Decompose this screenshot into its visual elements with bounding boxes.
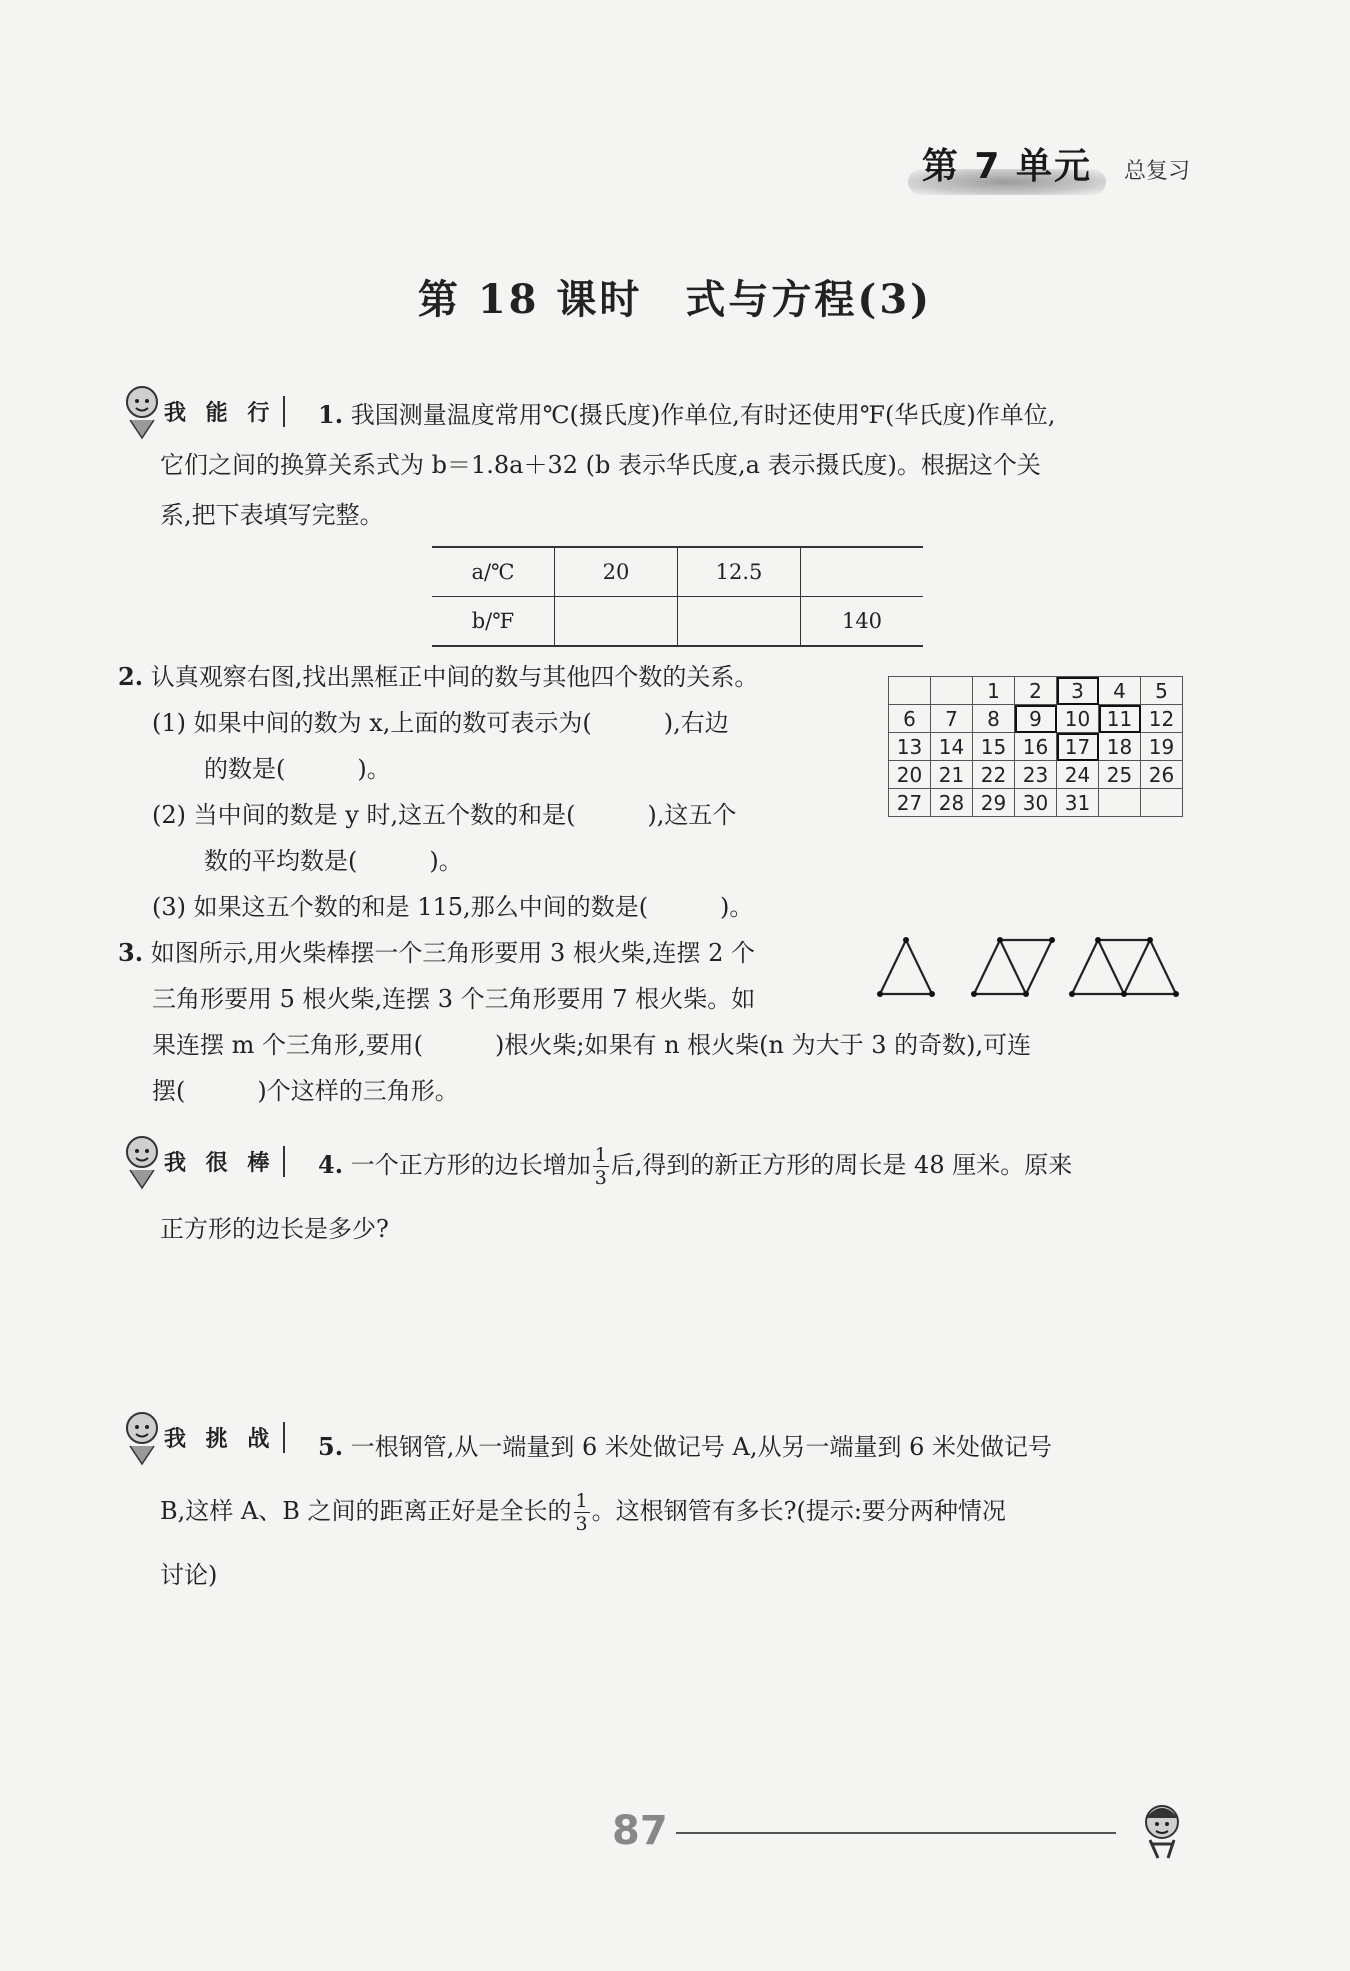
q2-number: 2.: [118, 662, 144, 691]
calendar-cell: 18: [1099, 733, 1141, 761]
table-cell: 12.5: [678, 547, 801, 597]
calendar-row: [889, 789, 1183, 817]
fraction: [593, 1144, 609, 1189]
calendar-cell: 29: [973, 789, 1015, 817]
calendar-cell: 10: [1057, 705, 1099, 733]
calendar-cell: 7: [931, 705, 973, 733]
q5-text-pre: B,这样 A、B 之间的距离正好是全长的: [160, 1497, 572, 1525]
q4-line2: 正方形的边长是多少?: [160, 1215, 389, 1243]
q2-part1b: 的数是( )。: [204, 755, 391, 783]
calendar-cell: 30: [1015, 789, 1057, 817]
answer-cell[interactable]: [678, 597, 801, 647]
mascot-icon: [118, 1408, 166, 1466]
q1-number: 1.: [318, 400, 344, 429]
page-number: 87: [612, 1808, 668, 1854]
q2-line1: [118, 654, 758, 700]
q5-text-post: 。这根钢管有多长?(提示:要分两种情况: [591, 1497, 1006, 1525]
answer-cell[interactable]: [555, 597, 678, 647]
calendar-cell: 21: [931, 761, 973, 789]
calendar-cell: 12: [1141, 705, 1183, 733]
calendar-cell: 19: [1141, 733, 1183, 761]
calendar-row: [889, 761, 1183, 789]
calendar-cell: 13: [889, 733, 931, 761]
calendar-cell: 20: [889, 761, 931, 789]
calendar-row: [889, 705, 1183, 733]
footer-mascot-icon: [1128, 1796, 1198, 1866]
calendar-cell-highlighted: 11: [1099, 705, 1141, 733]
calendar-cell-highlighted: 17: [1057, 733, 1099, 761]
calendar-row: [889, 677, 1183, 705]
calendar-cell: 26: [1141, 761, 1183, 789]
calendar-cell: 28: [931, 789, 973, 817]
q3-line3: 果连摆 m 个三角形,要用( )根火柴;如果有 n 根火柴(n 为大于 3 的奇数),可连: [152, 1031, 1032, 1059]
lesson-title: 第 18 课时 式与方程(3): [417, 276, 933, 323]
unit-subtitle: 总复习: [1123, 159, 1190, 184]
q2-text-1: 认真观察右图,找出黑框正中间的数与其他四个数的关系。: [150, 663, 759, 691]
calendar-cell: 25: [1099, 761, 1141, 789]
badge-label: 我 挑 战: [160, 1422, 285, 1453]
q2-part2a: (2) 当中间的数是 y 时,这五个数的和是( ),这五个: [152, 801, 737, 829]
q5-number: 5.: [318, 1432, 344, 1461]
calendar-cell: 24: [1057, 761, 1099, 789]
calendar-cell: 22: [973, 761, 1015, 789]
q3-number: 3.: [118, 938, 144, 967]
calendar-grid: [888, 676, 1183, 817]
fraction-numerator: 1: [575, 1490, 588, 1512]
calendar-cell: 2: [1015, 677, 1057, 705]
answer-cell[interactable]: [801, 547, 924, 597]
calendar-cell: [1141, 789, 1183, 817]
q4-text-post: 后,得到的新正方形的周长是 48 厘米。原来: [610, 1151, 1073, 1179]
q1-line2: 它们之间的换算关系式为 b＝1.8a＋32 (b 表示华氏度,a 表示摄氏度)。根据这个关: [160, 451, 1041, 479]
q1-text-1: 我国测量温度常用℃(摄氏度)作单位,有时还使用℉(华氏度)作单位,: [350, 401, 1056, 429]
q4-line1: [318, 1142, 1072, 1189]
q2-part3: (3) 如果这五个数的和是 115,那么中间的数是( )。: [152, 893, 754, 921]
table-row: [432, 547, 923, 597]
q3-line1: [118, 930, 755, 976]
calendar-cell: 23: [1015, 761, 1057, 789]
table-cell: a/℃: [432, 547, 555, 597]
footer-rule: [676, 1832, 1116, 1834]
matchstick-triangles-figure: [876, 934, 1196, 1004]
calendar-cell: 4: [1099, 677, 1141, 705]
table-cell: 20: [555, 547, 678, 597]
q5-line3: 讨论): [160, 1561, 218, 1589]
q2-part2b: 数的平均数是( )。: [204, 847, 463, 875]
calendar-cell: [1099, 789, 1141, 817]
q3-line2: 三角形要用 5 根火柴,连摆 3 个三角形要用 7 根火柴。如: [152, 985, 756, 1013]
fraction: [574, 1490, 590, 1535]
mascot-icon: [118, 382, 166, 440]
q4-text-pre: 一个正方形的边长增加: [350, 1151, 591, 1179]
calendar-cell: [889, 677, 931, 705]
fraction-denominator: 3: [594, 1167, 607, 1189]
fraction-numerator: 1: [594, 1144, 607, 1166]
badge-label: 我 能 行: [160, 396, 285, 427]
badge-great: [118, 1132, 285, 1190]
table-cell: 140: [801, 597, 924, 647]
calendar-cell-highlighted: 3: [1057, 677, 1099, 705]
unit-title: 第 7 单元: [908, 136, 1106, 195]
calendar-cell: 31: [1057, 789, 1099, 817]
calendar-cell: 14: [931, 733, 973, 761]
calendar-cell: 1: [973, 677, 1015, 705]
calendar-cell-highlighted: 9: [1015, 705, 1057, 733]
q4-number: 4.: [318, 1150, 344, 1179]
fraction-denominator: 3: [575, 1513, 588, 1535]
q1-line3: 系,把下表填写完整。: [160, 501, 384, 529]
calendar-cell: 5: [1141, 677, 1183, 705]
mascot-icon: [118, 1132, 166, 1190]
badge-challenge: [118, 1408, 285, 1466]
calendar-cell: 27: [889, 789, 931, 817]
calendar-cell: 6: [889, 705, 931, 733]
q1-line1: [318, 392, 1055, 438]
q5-line2: [160, 1488, 1006, 1535]
calendar-row: [889, 733, 1183, 761]
calendar-cell: [931, 677, 973, 705]
q2-part1a: (1) 如果中间的数为 x,上面的数可表示为( ),右边: [152, 709, 729, 737]
calendar-cell: 15: [973, 733, 1015, 761]
table-row: [432, 597, 923, 647]
badge-can-do: [118, 382, 285, 440]
conversion-table: [432, 546, 923, 647]
calendar-cell: 8: [973, 705, 1015, 733]
q5-text-1: 一根钢管,从一端量到 6 米处做记号 A,从另一端量到 6 米处做记号: [350, 1433, 1052, 1461]
q3-text-1: 如图所示,用火柴棒摆一个三角形要用 3 根火柴,连摆 2 个: [150, 939, 756, 967]
unit-header: [908, 136, 1190, 195]
calendar-cell: 16: [1015, 733, 1057, 761]
q5-line1: [318, 1424, 1052, 1470]
table-cell: b/℉: [432, 597, 555, 647]
badge-label: 我 很 棒: [160, 1146, 285, 1177]
q3-line4: 摆( )个这样的三角形。: [152, 1077, 459, 1105]
